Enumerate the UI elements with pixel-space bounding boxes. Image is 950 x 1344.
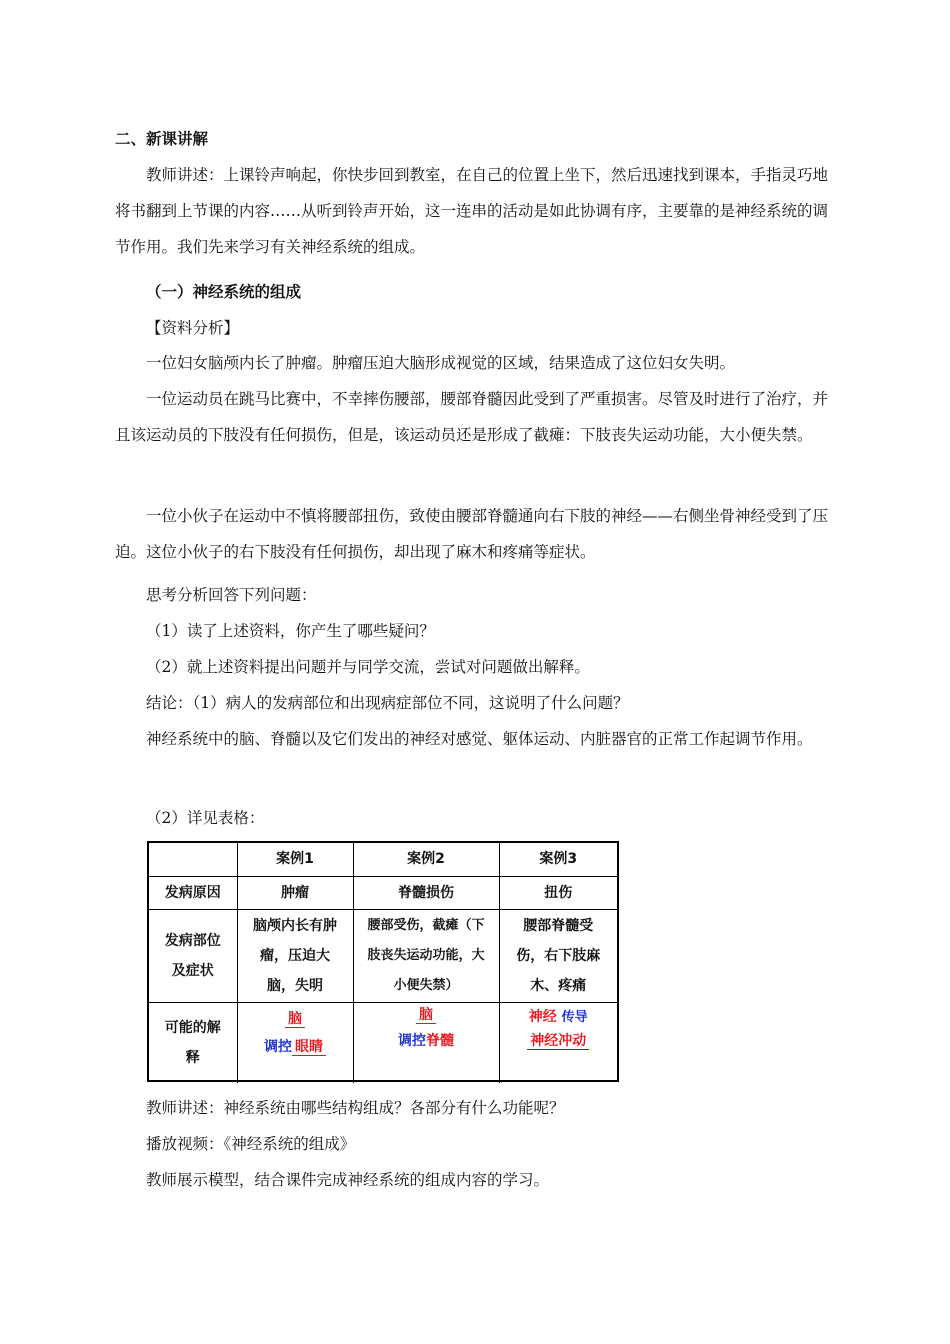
case-text-3: 一位小伙子在运动中不慎将腰部扭伤，致使由腰部脊髓通向右下肢的神经——右侧坐骨神经受到了压迫。这位小伙子的右下肢没有任何损伤，却出现了麻木和疼痛等症状。 [115,507,829,561]
outro-3: 教师展示模型，结合课件完成神经系统的组成内容的学习。 [146,1171,550,1189]
explain-case1-top: 脑 [285,1011,305,1028]
table-header-case2: 案例2 [353,843,499,876]
explain-case3-suffix: 传导 [561,1009,588,1025]
cell-explain-case3 [499,1002,617,1083]
cell-symptoms-case3: 腰部脊髓受伤，右下肢麻木、疼痛 [499,909,617,1002]
explain-case1-prefix: 调控 [264,1038,292,1055]
section-title: 二、新课讲解 [115,130,209,148]
cell-explain-case2 [353,1002,499,1083]
case-text-2: 一位运动员在跳马比赛中，不幸摔伤腰部，腰部脊髓因此受到了严重损害。尽管及时进行了治疗，并且该运动员的下肢没有任何损伤，但是，该运动员还是形成了截瘫：下肢丧失运动功能，大小便失禁。 [115,390,829,444]
question-2: （2）就上述资料提出问题并与同学交流，尝试对问题做出解释。 [146,658,590,676]
cell-symptoms-case1: 脑颅内长有肿瘤，压迫大脑，失明 [237,909,353,1002]
cell-cause-case1: 肿瘤 [237,876,353,909]
subsection-title: （一）神经系统的组成 [146,283,302,301]
question-1: （1）读了上述资料，你产生了哪些疑问？ [146,622,435,640]
cell-explain-case1 [237,1002,353,1083]
conclusion-1-answer: 神经系统中的脑、脊髓以及它们发出的神经对感觉、躯体运动、内脏器官的正常工作起调节作用。 [146,730,813,748]
row-label-explanation: 可能的解释 [149,1002,237,1083]
intro-paragraph: 教师讲述：上课铃声响起，你快步回到教室，在自己的位置上坐下，然后迅速找到课本，手指灵巧地将书翻到上节课的内容……从听到铃声开始，这一连串的活动是如此协调有序，主要靠的是神经系统的调节作用。我们先来学习有关神经系统的组成。 [115,166,829,256]
explain-case3-bottom: 神经冲动 [527,1033,589,1050]
cell-symptoms-case2: 腰部受伤，截瘫（下肢丧失运动功能，大小便失禁） [353,909,499,1002]
outro-1: 教师讲述：神经系统由哪些结构组成？各部分有什么功能呢？ [146,1099,565,1117]
explain-case1-target: 眼睛 [292,1039,326,1056]
conclusion-2: （2）详见表格： [146,809,265,827]
table-row-explanation [149,1002,617,1083]
case-text-1: 一位妇女脑颅内长了肿瘤。肿瘤压迫大脑形成视觉的区域，结果造成了这位妇女失明。 [146,354,736,372]
table-row-symptoms [149,909,617,1002]
table-header-row [149,843,617,876]
table-row-cause [149,876,617,909]
cell-cause-case2: 脊髓损伤 [353,876,499,909]
explain-case2-prefix: 调控 [398,1032,426,1049]
row-label-cause: 发病原因 [149,876,237,909]
table-header-case3: 案例3 [499,843,617,876]
case-table [147,841,619,1082]
row-label-symptoms: 发病部位及症状 [149,909,237,1002]
outro-2: 播放视频：《神经系统的组成》 [146,1135,356,1153]
explain-case3-top: 神经 [528,1008,557,1025]
think-prompt: 思考分析回答下列问题： [146,586,317,604]
explain-case2-top: 脑 [416,1007,436,1024]
table-header-case1: 案例1 [237,843,353,876]
table-corner-cell [149,843,237,876]
material-label: 【资料分析】 [146,319,240,337]
cell-cause-case3: 扭伤 [499,876,617,909]
conclusion-1: 结论：（1）病人的发病部位和出现病症部位不同，这说明了什么问题？ [146,694,629,712]
explain-case2-target: 脊髓 [426,1032,454,1049]
